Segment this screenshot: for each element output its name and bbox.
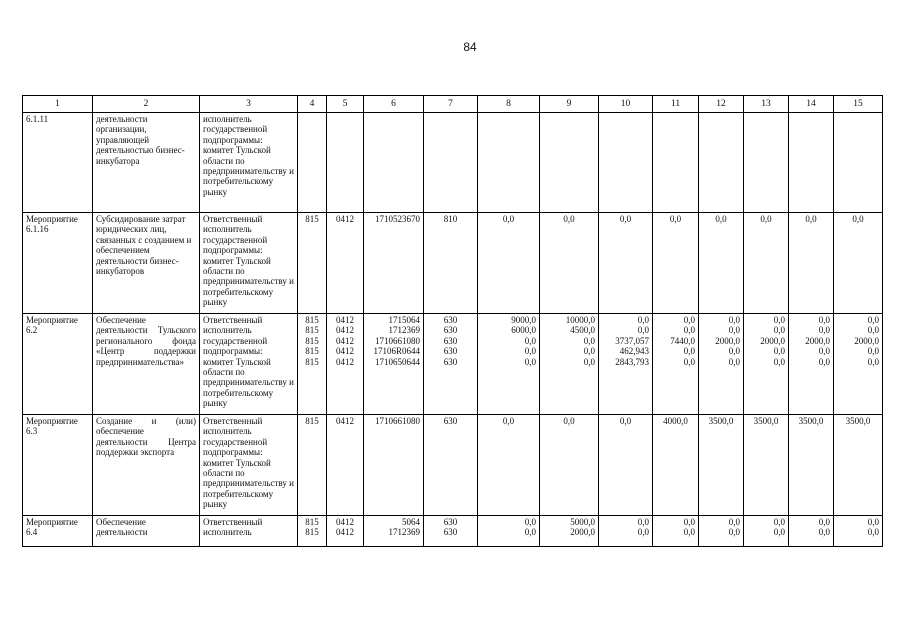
value-cell: 0,0 0,0 [653,516,699,547]
value-cell: 0,0 [599,213,653,314]
column-header: 7 [424,96,478,113]
value-cell: 4000,0 [653,415,699,516]
column-header: 10 [599,96,653,113]
measure-executor: Ответственный исполнитель государственной подпрограммы: комитет Тульской области по предпринимательству и потребительскому рынку [200,314,298,415]
measure-id: Мероприятие 6.1.16 [23,213,93,314]
column-header: 12 [699,96,744,113]
value-cell: 0,0 0,0 2000,0 0,0 0,0 [789,314,834,415]
measure-name: Создание и (или) обеспечение деятельности Центра поддержки экспорта [93,415,200,516]
section-cell [327,113,364,213]
column-header: 1 [23,96,93,113]
section-cell: 0412 0412 0412 0412 0412 [327,314,364,415]
expense-type-cell: 630 630 [424,516,478,547]
column-header: 5 [327,96,364,113]
value-cell: 0,0 0,0 [699,516,744,547]
value-cell: 0,0 [540,415,599,516]
value-cell: 3500,0 [834,415,883,516]
column-header: 2 [93,96,200,113]
grbs-cell [298,113,327,213]
table-row [23,113,883,213]
value-cell: 0,0 0,0 [478,516,540,547]
header-row [23,96,883,113]
measure-name: Обеспечение деятельности Тульского регионального фонда «Центр поддержки предпринимательства» [93,314,200,415]
table-row [23,415,883,516]
column-header: 14 [789,96,834,113]
section-cell: 0412 [327,415,364,516]
column-header: 15 [834,96,883,113]
target-article-cell [364,113,424,213]
measure-id: Мероприятие 6.3 [23,415,93,516]
value-cell: 0,0 0,0 [789,516,834,547]
column-header: 6 [364,96,424,113]
measure-id: Мероприятие 6.2 [23,314,93,415]
value-cell: 9000,0 6000,0 0,0 0,0 0,0 [478,314,540,415]
value-cell: 0,0 0,0 [834,516,883,547]
table-row [23,314,883,415]
table-row [23,516,883,547]
target-article-cell: 5064 1712369 [364,516,424,547]
value-cell: 3500,0 [744,415,789,516]
value-cell [834,113,883,213]
measure-name: Субсидирование затрат юридических лиц, связанных с созданием и обеспечением деятельности бизнес-инкубаторов [93,213,200,314]
value-cell: 0,0 [834,213,883,314]
value-cell: 0,0 0,0 2000,0 0,0 0,0 [744,314,789,415]
value-cell: 3500,0 [789,415,834,516]
measure-executor: Ответственный исполнитель [200,516,298,547]
value-cell [744,113,789,213]
measure-id: Мероприятие 6.4 [23,516,93,547]
value-cell: 0,0 [540,213,599,314]
value-cell: 0,0 [478,213,540,314]
value-cell: 5000,0 2000,0 [540,516,599,547]
page-number: 84 [463,40,477,54]
value-cell [478,113,540,213]
value-cell [599,113,653,213]
expense-type-cell: 810 [424,213,478,314]
target-article-cell: 1710523670 [364,213,424,314]
value-cell: 0,0 [599,415,653,516]
value-cell: 0,0 [653,213,699,314]
target-article-cell: 1715064 1712369 1710661080 17106R0644 1710650644 [364,314,424,415]
expense-type-cell: 630 630 630 630 630 [424,314,478,415]
grbs-cell: 815 815 [298,516,327,547]
column-header: 4 [298,96,327,113]
value-cell: 0,0 [789,213,834,314]
value-cell [653,113,699,213]
value-cell: 0,0 0,0 2000,0 0,0 0,0 [834,314,883,415]
value-cell: 0,0 0,0 3737,057 462,943 2843,793 [599,314,653,415]
grbs-cell: 815 [298,415,327,516]
value-cell: 0,0 0,0 [599,516,653,547]
measure-executor: Ответственный исполнитель государственной подпрограммы: комитет Тульской области по предпринимательству и потребительскому рынку [200,415,298,516]
expense-type-cell [424,113,478,213]
value-cell: 0,0 0,0 2000,0 0,0 0,0 [699,314,744,415]
value-cell: 0,0 [699,213,744,314]
measure-executor: Ответственный исполнитель государственной подпрограммы: комитет Тульской области по предпринимательству и потребительскому рынку [200,213,298,314]
section-cell: 0412 0412 [327,516,364,547]
expense-type-cell: 630 [424,415,478,516]
value-cell [699,113,744,213]
measure-name: Обеспечение деятельности [93,516,200,547]
target-article-cell: 1710661080 [364,415,424,516]
value-cell: 10000,0 4500,0 0,0 0,0 0,0 [540,314,599,415]
section-cell: 0412 [327,213,364,314]
value-cell: 0,0 0,0 [744,516,789,547]
column-header: 3 [200,96,298,113]
program-table [22,95,883,547]
column-header: 11 [653,96,699,113]
grbs-cell: 815 [298,213,327,314]
value-cell [540,113,599,213]
column-header: 13 [744,96,789,113]
value-cell: 0,0 [744,213,789,314]
measure-executor: исполнитель государственной подпрограммы: комитет Тульской области по предпринимательству и потребительскому рынку [200,113,298,213]
value-cell: 0,0 0,0 7440,0 0,0 0,0 [653,314,699,415]
grbs-cell: 815 815 815 815 815 [298,314,327,415]
measure-name: деятельности организации, управляющей деятельностью бизнес-инкубатора [93,113,200,213]
value-cell: 3500,0 [699,415,744,516]
column-header: 8 [478,96,540,113]
value-cell: 0,0 [478,415,540,516]
column-header: 9 [540,96,599,113]
value-cell [789,113,834,213]
measure-id: 6.1.11 [23,113,93,213]
table-row [23,213,883,314]
